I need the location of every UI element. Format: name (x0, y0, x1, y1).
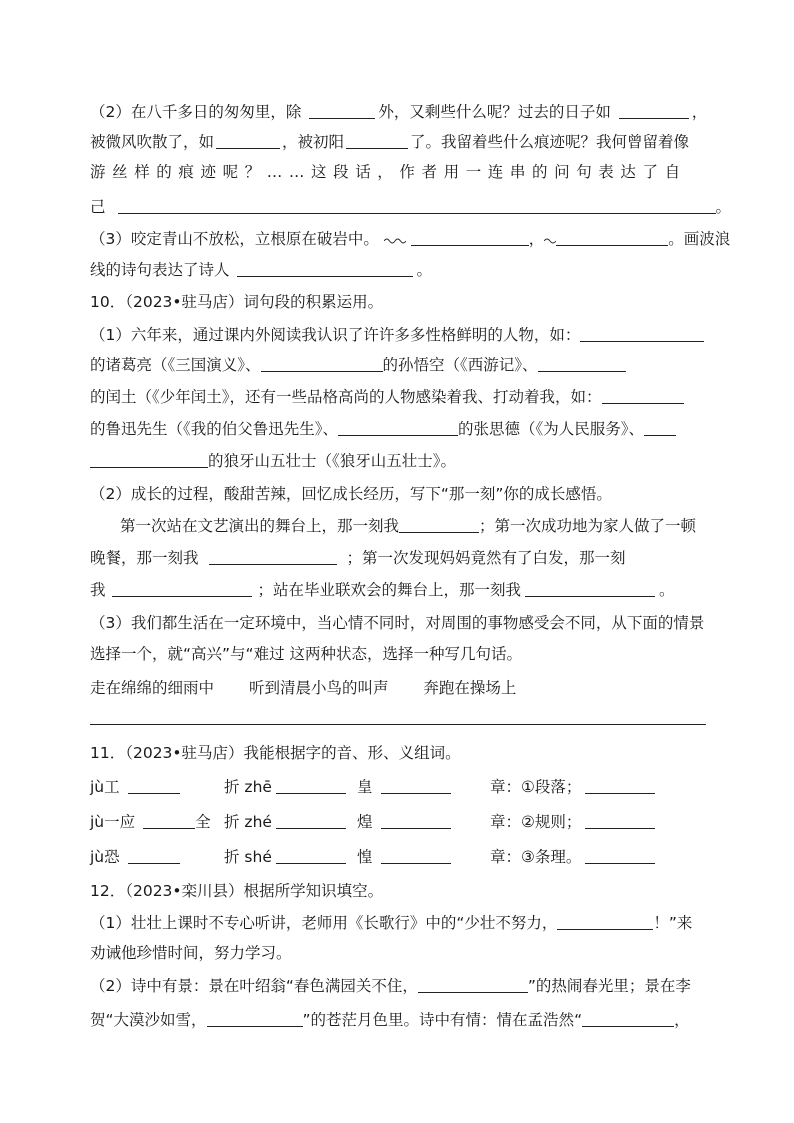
blank[interactable] (118, 195, 716, 214)
q10-p3-line2: 选择一个，就“高兴”与“难过 这两种状态，选择一种写几句话。 (90, 645, 523, 663)
grid-cell (224, 845, 346, 867)
grid-cell (490, 810, 655, 832)
grid-cell (224, 810, 346, 832)
text: 线的诗句表达了诗人 (90, 261, 230, 279)
text: ，被初阳 (282, 133, 345, 151)
text: 折 zhé (224, 813, 272, 831)
q10-p1-line5 (90, 446, 720, 476)
text: 的鲁迅先生（《我的伯父鲁迅先生》、 (90, 420, 339, 438)
blank[interactable] (644, 417, 676, 436)
text: 惶 (357, 848, 373, 866)
blank[interactable] (381, 775, 451, 794)
blank[interactable] (580, 323, 704, 342)
q12-p1-line2: 劝诫他珍惜时间，努力学习。 (90, 944, 292, 962)
blank[interactable] (418, 974, 528, 993)
q12-heading: 12．（2023•栾川县）根据所学知识填空。 (90, 882, 384, 900)
text: ， (674, 1011, 690, 1029)
q12-p2-line2 (90, 1005, 720, 1035)
text: ；第一次发现妈妈竟然有了白发，那一刻 (346, 549, 626, 567)
text: 了。我留着些什么痕迹呢？我何曾留着像 (410, 133, 690, 151)
scenario-option: 听到清晨小鸟的叫声 (248, 679, 389, 697)
q9-p2-line1 (90, 97, 720, 127)
blank[interactable] (399, 514, 479, 533)
text: 贺“大漠沙如雪， (90, 1011, 207, 1029)
q10-p1-line4 (90, 414, 720, 444)
q10-p1-line1 (90, 320, 720, 350)
blank[interactable] (585, 775, 655, 794)
scenario-option: 奔跑在操场上 (423, 679, 517, 697)
blank[interactable] (90, 449, 208, 468)
q10-p1-line3 (90, 382, 720, 412)
blank[interactable] (143, 810, 195, 829)
q9-p3-line1 (90, 224, 731, 254)
q10-p2-line4 (90, 575, 720, 605)
q10-heading: 10．（2023•驻马店）词句段的积累运用。 (90, 293, 384, 311)
q10-p2-line1: （2）成长的过程，酸甜苦辣，回忆成长经历，写下“那一刻”你的成长感悟。 (90, 485, 612, 503)
text: jù工 (90, 778, 120, 796)
scenario-option: 走在绵绵的细雨中 (90, 679, 215, 697)
text: 晚餐，那一刻我 (90, 549, 199, 567)
text: （1）壮壮上课时不专心听讲，老师用《长歌行》中的“少壮不努力， (90, 914, 558, 932)
text: 章：③条理。 (490, 848, 582, 866)
blank[interactable] (309, 100, 375, 119)
blank[interactable] (338, 417, 458, 436)
blank[interactable] (276, 845, 346, 864)
blank[interactable] (112, 578, 252, 597)
blank[interactable] (346, 130, 408, 149)
grid-cell (357, 810, 451, 832)
wavy-underline-icon (384, 235, 406, 245)
blank[interactable] (585, 810, 655, 829)
text: jù一应 (90, 813, 136, 831)
blank[interactable] (261, 353, 383, 372)
blank[interactable] (557, 911, 653, 930)
text: 第一次站在文艺演出的舞台上，那一刻我 (120, 517, 400, 535)
text: （3）咬定青山不放松，立根原在破岩中。 (90, 230, 379, 248)
text: 煌 (357, 813, 373, 831)
text: （2）诗中有景：景在叶绍翁“春色满园关不住， (90, 977, 418, 995)
text: 皇 (357, 778, 373, 796)
text: jù恐 (90, 848, 120, 866)
grid-cell (357, 775, 451, 797)
grid-cell (357, 845, 451, 867)
text: ”的苍茫月色里。诗中有情：情在孟浩然“ (302, 1011, 583, 1029)
blank[interactable] (411, 227, 529, 246)
q9-p2-line3: 游丝样的痕迹呢？……这段话，作者用一连串的问句表达了自 (90, 163, 687, 181)
text: （1）六年来，通过课内外阅读我认识了许许多多性格鲜明的人物，如： (90, 326, 581, 344)
blank[interactable] (381, 845, 451, 864)
q12-p1-line1 (90, 908, 720, 938)
text: ， (691, 103, 708, 121)
q11-heading: 11．（2023•驻马店）我能根据字的音、形、义组词。 (90, 744, 461, 762)
blank[interactable] (619, 100, 689, 119)
wavy-underline-icon (544, 235, 556, 245)
blank[interactable] (525, 578, 655, 597)
text: ；站在毕业联欢会的舞台上，那一刻我 (257, 581, 522, 599)
blank[interactable] (216, 130, 280, 149)
text: （2）在八千多日的匆匆里，除 (90, 103, 302, 121)
text: ， (528, 230, 545, 248)
q10-p2-line2 (120, 511, 750, 541)
blank[interactable] (276, 810, 346, 829)
text: 。画波浪 (668, 230, 731, 248)
text: ；第一次成功地为家人做了一顿 (479, 517, 697, 535)
text: 。 (659, 581, 675, 599)
blank[interactable] (237, 258, 413, 277)
blank[interactable] (128, 775, 180, 794)
text: 己 (90, 198, 106, 216)
q10-p1-line2 (90, 350, 720, 380)
text: 我 (90, 581, 106, 599)
text: 全 (195, 813, 211, 831)
blank[interactable] (276, 775, 346, 794)
text: 章：②规则； (490, 813, 582, 831)
grid-cell (90, 775, 180, 797)
text: 。 (416, 261, 432, 279)
grid-cell (90, 810, 211, 832)
q12-p2-line1 (90, 971, 720, 1001)
text: 外，又剩些什么呢？过去的日子如 (378, 103, 611, 121)
text: 章：①段落； (490, 778, 582, 796)
blank[interactable] (381, 810, 451, 829)
q9-p3-line2 (90, 255, 720, 285)
q10-scenario-options (90, 673, 720, 703)
blank[interactable] (602, 385, 684, 404)
text: 折 shé (224, 848, 272, 866)
text: 的狼牙山五壮士（《狼牙山五壮士》。 (208, 452, 457, 470)
text: 的张思德（《为人民服务》、 (458, 420, 645, 438)
text: 的孙悟空（《西游记》、 (382, 356, 538, 374)
grid-cell (490, 845, 655, 867)
grid-cell (490, 775, 655, 797)
q9-p2-line2 (90, 127, 720, 157)
q10-p3-line1: （3）我们都生活在一定环境中，当心情不同时，对周围的事物感受会不同，从下面的情景 (90, 614, 705, 632)
blank[interactable] (207, 1008, 303, 1027)
text: 。 (715, 198, 732, 216)
text: 被微风吹散了，如 (90, 133, 215, 151)
q10-p2-line3 (90, 543, 720, 573)
blank[interactable] (585, 845, 655, 864)
text: 的诸葛亮（《三国演义》、 (90, 356, 261, 374)
text: ！”来 (653, 914, 693, 932)
text: ”的热闹春光里；景在李 (527, 977, 691, 995)
blank[interactable] (538, 353, 626, 372)
grid-cell (224, 775, 346, 797)
blank[interactable] (556, 227, 668, 246)
answer-line[interactable] (90, 724, 706, 725)
grid-cell (90, 845, 180, 867)
q9-p2-line4 (90, 192, 732, 222)
blank[interactable] (582, 1008, 674, 1027)
text: 折 zhē (224, 778, 272, 796)
text: 的闰土（《少年闰土》，还有一些品格高尚的人物感染着我、打动着我，如： (90, 388, 602, 406)
blank[interactable] (128, 845, 180, 864)
blank[interactable] (209, 546, 337, 565)
